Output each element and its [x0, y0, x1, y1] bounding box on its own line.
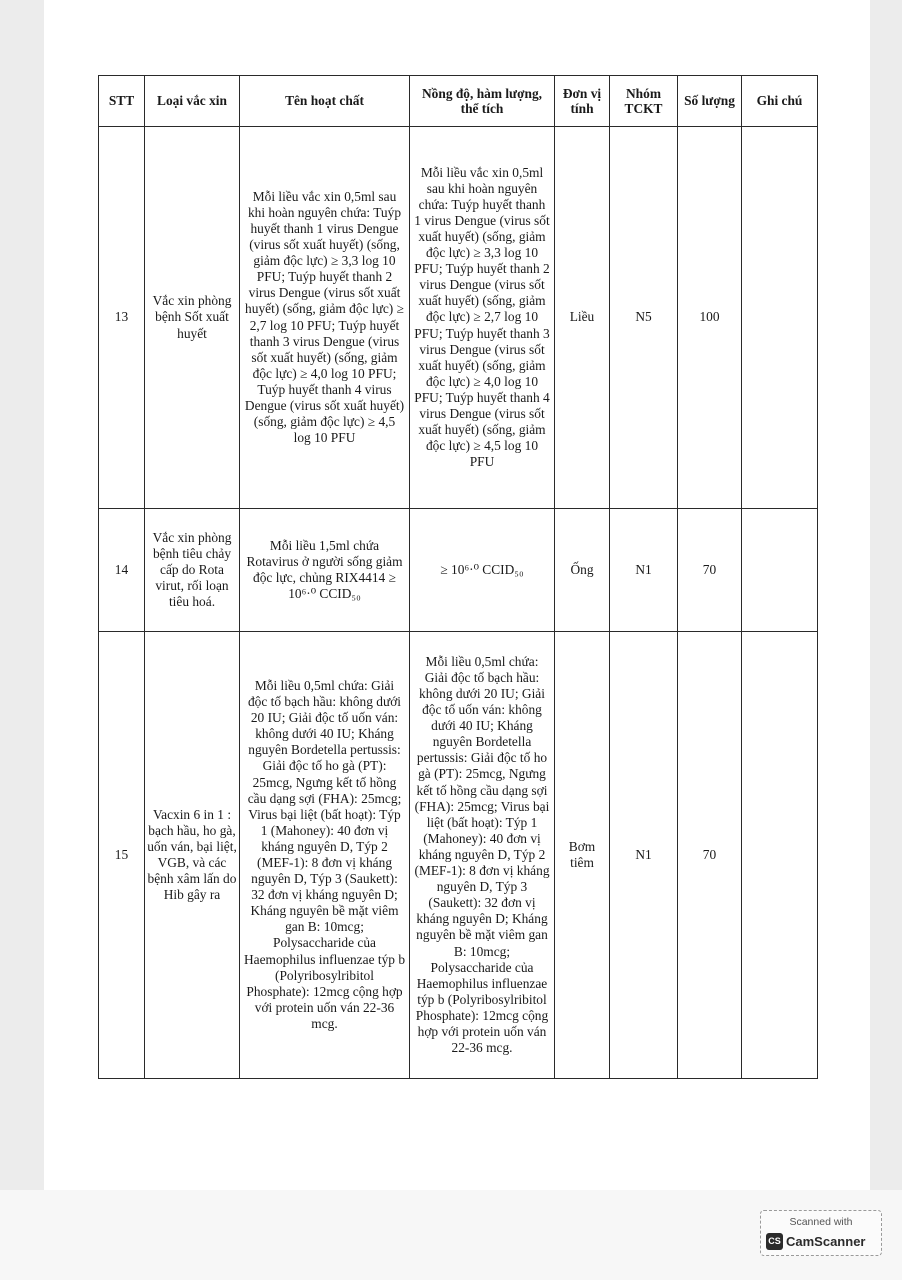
watermark-brand-row: [766, 1232, 865, 1250]
cell-vaccine-type: Vacxin 6 in 1 : bạch hầu, ho gà, uốn ván, bại liệt, VGB, và các bệnh xâm lấn do Hib gây ra: [145, 632, 240, 1079]
cell-stt: 15: [99, 632, 145, 1079]
cell-concentration: ≥ 10⁶·⁰ CCID₅₀: [410, 509, 555, 632]
header-concentration: Nồng độ, hàm lượng, thể tích: [410, 76, 555, 127]
watermark-brand: CamScanner: [786, 1233, 866, 1249]
header-group: Nhóm TCKT: [610, 76, 678, 127]
watermark-caption: Scanned with: [789, 1216, 853, 1228]
cell-concentration: Mỗi liều vắc xin 0,5ml sau khi hoàn nguyên chứa: Tuýp huyết thanh 1 virus Dengue (virus sốt xuất huyết) (sống, giảm độc lực) ≥ 3,3 log 10 PFU; Tuýp huyết thanh 2 virus Dengue (virus sốt xuất huyết) (sống, giảm độc lực) ≥ 2,7 log 10 PFU; Tuýp huyết thanh 3 virus Dengue (virus sốt xuất huyết) (sống, giảm độc lực) ≥ 4,0 log 10 PFU; Tuýp huyết thanh 4 virus Dengue (virus sốt xuất huyết) (sống, giảm độc lực) ≥ 4,5 log 10 PFU: [410, 127, 555, 509]
header-unit: Đơn vị tính: [555, 76, 610, 127]
table-row: [99, 509, 818, 632]
camscanner-logo-icon: CS: [766, 1233, 783, 1250]
cell-group: N1: [610, 632, 678, 1079]
cell-unit: Bơm tiêm: [555, 632, 610, 1079]
cell-group: N1: [610, 509, 678, 632]
header-row: [99, 76, 818, 127]
cell-note: [742, 509, 818, 632]
cell-vaccine-type: Vắc xin phòng bệnh Sốt xuất huyết: [145, 127, 240, 509]
cell-active-ingredient: Mỗi liều vắc xin 0,5ml sau khi hoàn nguyên chứa: Tuýp huyết thanh 1 virus Dengue (virus sốt xuất huyết) (sống, giảm độc lực) ≥ 3,3 log 10 PFU; Tuýp huyết thanh 2 virus Dengue (virus sốt xuất huyết) (sống, giảm độc lực) ≥ 2,7 log 10 PFU; Tuýp huyết thanh 3 virus Dengue (virus sốt xuất huyết) (sống, giảm độc lực) ≥ 4,0 log 10 PFU; Tuýp huyết thanh 4 virus Dengue (virus sốt xuất huyết) (sống, giảm độc lực) ≥ 4,5 log 10 PFU: [240, 127, 410, 509]
header-quantity: Số lượng: [678, 76, 742, 127]
table-row: [99, 127, 818, 509]
cell-vaccine-type: Vắc xin phòng bệnh tiêu chảy cấp do Rota virut, rối loạn tiêu hoá.: [145, 509, 240, 632]
header-note: Ghi chú: [742, 76, 818, 127]
cell-unit: Ống: [555, 509, 610, 632]
cell-concentration: Mỗi liều 0,5ml chứa: Giải độc tố bạch hầu: không dưới 20 IU; Giải độc tố uốn ván: không dưới 40 IU; Kháng nguyên Bordetella pertussis: Giải độc tố ho gà (PT): 25mcg, Ngưng kết tố hồng cầu dạng sợi (FHA): 25mcg; Virus bại liệt (bất hoạt): Týp 1 (Mahoney): 40 đơn vị kháng nguyên D, Týp 2 (MEF-1): 8 đơn vị kháng nguyên D, Týp 3 (Saukett): 32 đơn vị kháng nguyên D; Kháng nguyên bề mặt viêm gan B: 10mcg; Polysaccharide của Haemophilus influenzae týp b (Polyribosylribitol Phosphate): 12mcg cộng hợp với protein uốn ván 22-36 mcg.: [410, 632, 555, 1079]
cell-quantity: 100: [678, 127, 742, 509]
cell-active-ingredient: Mỗi liều 1,5ml chứa Rotavirus ở người sống giảm độc lực, chủng RIX4414 ≥ 10⁶·⁰ CCID₅₀: [240, 509, 410, 632]
table-row: [99, 632, 818, 1079]
cell-unit: Liều: [555, 127, 610, 509]
cell-stt: 13: [99, 127, 145, 509]
vaccine-table: [98, 75, 818, 1079]
cell-active-ingredient: Mỗi liều 0,5ml chứa: Giải độc tố bạch hầu: không dưới 20 IU; Giải độc tố uốn ván: không dưới 40 IU; Kháng nguyên Bordetella pertussis: Giải độc tố ho gà (PT): 25mcg, Ngưng kết tố hồng cầu dạng sợi (FHA): 25mcg; Virus bại liệt (bất hoạt): Týp 1 (Mahoney): 40 đơn vị kháng nguyên D, Týp 2 (MEF-1): 8 đơn vị kháng nguyên D, Týp 3 (Saukett): 32 đơn vị kháng nguyên D; Kháng nguyên bề mặt viêm gan B: 10mcg; Polysaccharide của Haemophilus influenzae týp b (Polyribosylribitol Phosphate): 12mcg cộng hợp với protein uốn ván 22-36 mcg.: [240, 632, 410, 1079]
header-stt: STT: [99, 76, 145, 127]
cell-quantity: 70: [678, 632, 742, 1079]
cell-note: [742, 127, 818, 509]
header-active-ingredient: Tên hoạt chất: [240, 76, 410, 127]
cell-stt: 14: [99, 509, 145, 632]
header-vaccine-type: Loại vắc xin: [145, 76, 240, 127]
cell-quantity: 70: [678, 509, 742, 632]
cell-note: [742, 632, 818, 1079]
cell-group: N5: [610, 127, 678, 509]
camscanner-watermark: [760, 1210, 882, 1256]
